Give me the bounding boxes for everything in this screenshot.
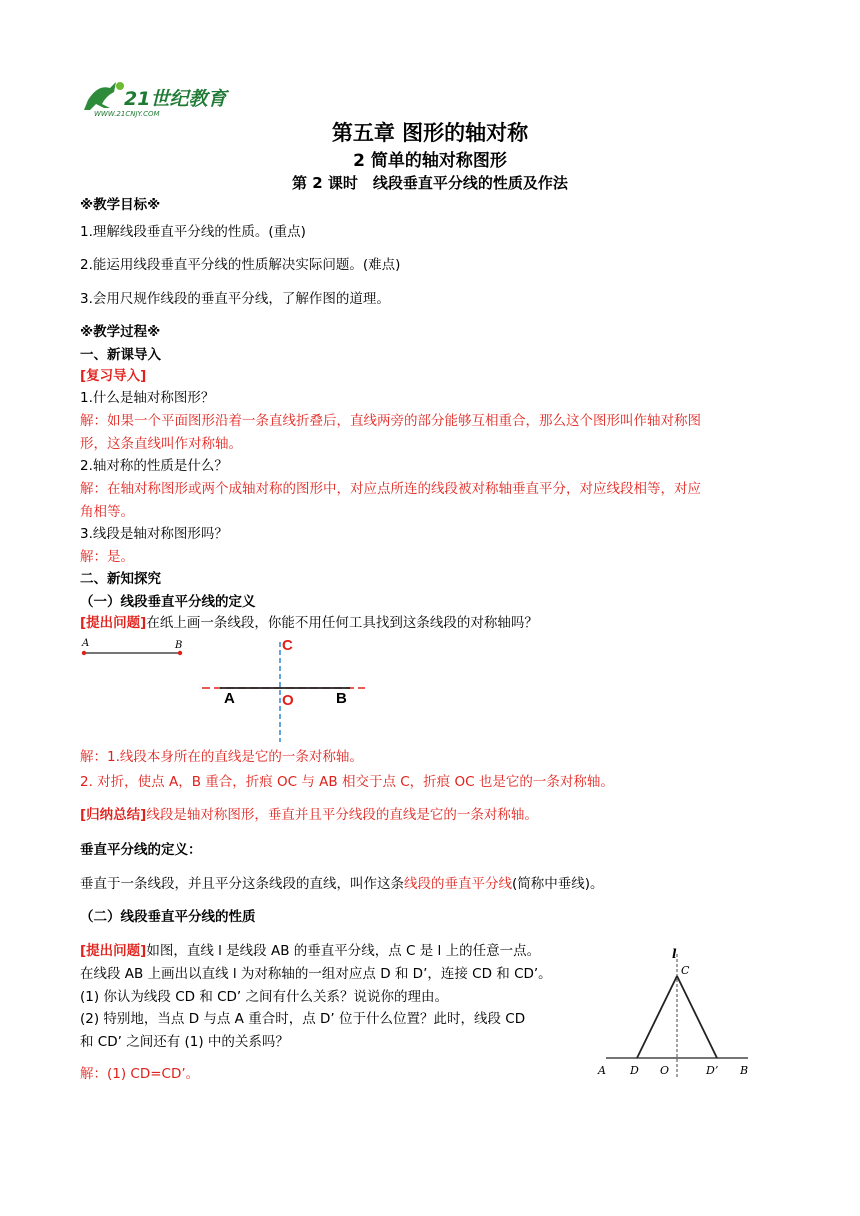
definition-pre: 垂直于一条线段，并且平分这条线段的直线，叫作这条: [80, 876, 404, 892]
figure-perpendicular-bisector: [594, 940, 758, 1080]
label-b-small: B: [175, 640, 183, 651]
label-o2: O: [660, 1064, 670, 1077]
label-a: A: [224, 690, 235, 707]
label-l: l: [672, 947, 677, 961]
point-b: [178, 651, 182, 655]
label-c: C: [282, 637, 293, 654]
label-c2: C: [681, 964, 690, 977]
question-1: 1.什么是轴对称图形？: [80, 390, 215, 406]
subsection-2-heading: （二）线段垂直平分线的性质: [80, 909, 256, 925]
answer-2-line2: 角相等。: [80, 504, 134, 520]
logo-url: WWW.21CNJY.COM: [94, 110, 160, 118]
logo-text: 21世纪教育: [124, 88, 227, 110]
subsection-1-heading: （一）线段垂直平分线的定义: [80, 594, 256, 610]
runner-icon: [84, 82, 116, 110]
process-heading: ※教学过程※: [80, 324, 161, 340]
answer-3: 解：是。: [80, 549, 134, 565]
definition-post: (简称中垂线)。: [512, 876, 604, 892]
part1-heading: 一、新课导入: [80, 347, 161, 363]
solution-1-line1: 解：1.线段本身所在的直线是它的一条对称轴。: [80, 749, 363, 765]
question-3: 3.线段是轴对称图形吗？: [80, 526, 228, 542]
ask-tag: [提出问题]: [80, 615, 147, 631]
summary-tag: [归纳总结]: [80, 807, 147, 823]
ask-question-1: [80, 611, 538, 631]
ask2-tag: [提出问题]: [80, 943, 147, 959]
solution-2: 解：(1) CD=CD’。: [80, 1066, 200, 1082]
goal-item: 1.理解线段垂直平分线的性质。(重点): [80, 224, 306, 240]
solution-1-line2: 2. 对折，使点 A，B 重合，折痕 OC 与 AB 相交于点 C，折痕 OC 也是它的一条对称轴。: [80, 774, 614, 790]
summary-text: 线段是轴对称图形，垂直并且平分线段的直线是它的一条对称轴。: [146, 807, 538, 823]
brand-logo: [80, 78, 230, 118]
ask-question-2-line5: 和 CD’ 之间还有 (1) 中的关系吗？: [80, 1034, 289, 1050]
question-2: 2.轴对称的性质是什么？: [80, 458, 228, 474]
ask-question-2-line2: 在线段 AB 上画出以直线 l 为对称轴的一组对应点 D 和 D’，连接 CD 和 CD’。: [80, 966, 552, 982]
definition-term: 线段的垂直平分线: [404, 876, 512, 892]
label-a2: A: [598, 1064, 606, 1077]
ask-question-2-line1: [80, 939, 540, 959]
answer-1-line1: 解：如果一个平面图形沿着一条直线折叠后，直线两旁的部分能够互相重合，那么这个图形叫作轴对称图: [80, 413, 701, 429]
chapter-title: 第五章 图形的轴对称: [331, 121, 529, 145]
review-tag: [复习导入]: [80, 368, 147, 384]
label-d: D: [630, 1064, 639, 1077]
label-b: B: [336, 690, 347, 707]
lesson-title: 第 2 课时 线段垂直平分线的性质及作法: [292, 174, 568, 192]
segment-cd: [637, 976, 677, 1058]
ask2-text1: 如图，直线 l 是线段 AB 的垂直平分线，点 C 是 l 上的任意一点。: [146, 943, 541, 959]
figure-fold: [200, 632, 370, 744]
figure-segment-ab: [78, 634, 188, 660]
ask-text: 在纸上画一条线段，你能不用任何工具找到这条线段的对称轴吗？: [146, 615, 538, 631]
goal-item: 2.能运用线段垂直平分线的性质解决实际问题。(难点): [80, 257, 401, 273]
section-title: 2 简单的轴对称图形: [353, 151, 507, 171]
segment-cd-prime: [677, 976, 717, 1058]
definition-heading: 垂直平分线的定义：: [80, 842, 202, 858]
goals-heading: ※教学目标※: [80, 197, 161, 213]
goal-item: 3.会用尺规作线段的垂直平分线，了解作图的道理。: [80, 291, 390, 307]
ask-question-2-line4: (2) 特别地，当点 D 与点 A 重合时，点 D’ 位于什么位置？此时，线段 CD: [80, 1011, 526, 1027]
summary: [80, 803, 538, 823]
label-a-small: A: [82, 638, 90, 649]
answer-1-line2: 形，这条直线叫作对称轴。: [80, 436, 242, 452]
definition-text: [80, 872, 604, 892]
label-d-prime: D’: [706, 1064, 719, 1077]
answer-2-line1: 解：在轴对称图形或两个成轴对称的图形中，对应点所连的线段被对称轴垂直平分，对应线段相等，对应: [80, 481, 701, 497]
point-a: [82, 651, 86, 655]
part2-heading: 二、新知探究: [80, 571, 161, 587]
label-o: O: [282, 692, 294, 709]
label-b2: B: [740, 1064, 749, 1077]
ask-question-2-line3: (1) 你认为线段 CD 和 CD’ 之间有什么关系？说说你的理由。: [80, 989, 449, 1005]
